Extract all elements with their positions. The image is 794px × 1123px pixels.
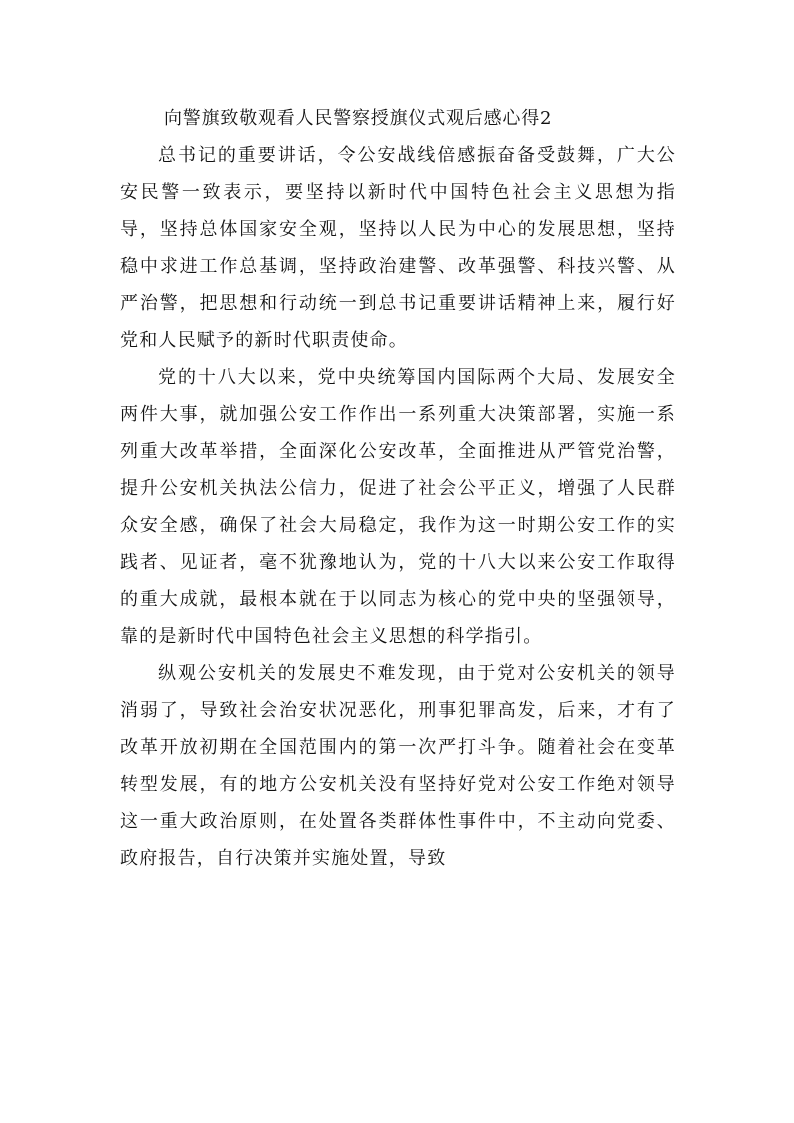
document-title: 向警旗致敬观看人民警察授旗仪式观后感心得2 <box>164 108 553 129</box>
paragraph-3: 纵观公安机关的发展史不难发现，由于党对公安机关的领导消弱了，导致社会治安状况恶化，刑事犯罪高发，后来，才有了改革开放初期在全国范围内的第一次严打斗争。随着社会在变革转型发展，有的地方公安机关没有坚持好党对公安工作绝对领导这一重大政治原则，在处置各类群体性事件中，不主动向党委、政府报告，自行决策并实施处置，导致 <box>120 663 676 869</box>
paragraph-1: 总书记的重要讲话，令公安战线倍感振奋备受鼓舞，广大公安民警一致表示，要坚持以新时代中国特色社会主义思想为指导，坚持总体国家安全观，坚持以人民为中心的发展思想，坚持稳中求进工作总基调，坚持政治建警、改革强警、科技兴警、从严治警，把思想和行动统一到总书记重要讲话精神上来，履行好党和人民赋予的新时代职责使命。 <box>120 145 676 351</box>
paragraph-2: 党的十八大以来，党中央统筹国内国际两个大局、发展安全两件大事，就加强公安工作作出一系列重大决策部署，实施一系列重大改革举措，全面深化公安改革，全面推进从严管党治警，提升公安机关执法公信力，促进了社会公平正义，增强了人民群众安全感，确保了社会大局稳定，我作为这一时期公安工作的实践者、见证者，毫不犹豫地认为，党的十八大以来公安工作取得的重大成就，最根本就在于以同志为核心的党中央的坚强领导，靠的是新时代中国特色社会主义思想的科学指引。 <box>120 367 676 647</box>
document-body <box>120 100 676 877</box>
